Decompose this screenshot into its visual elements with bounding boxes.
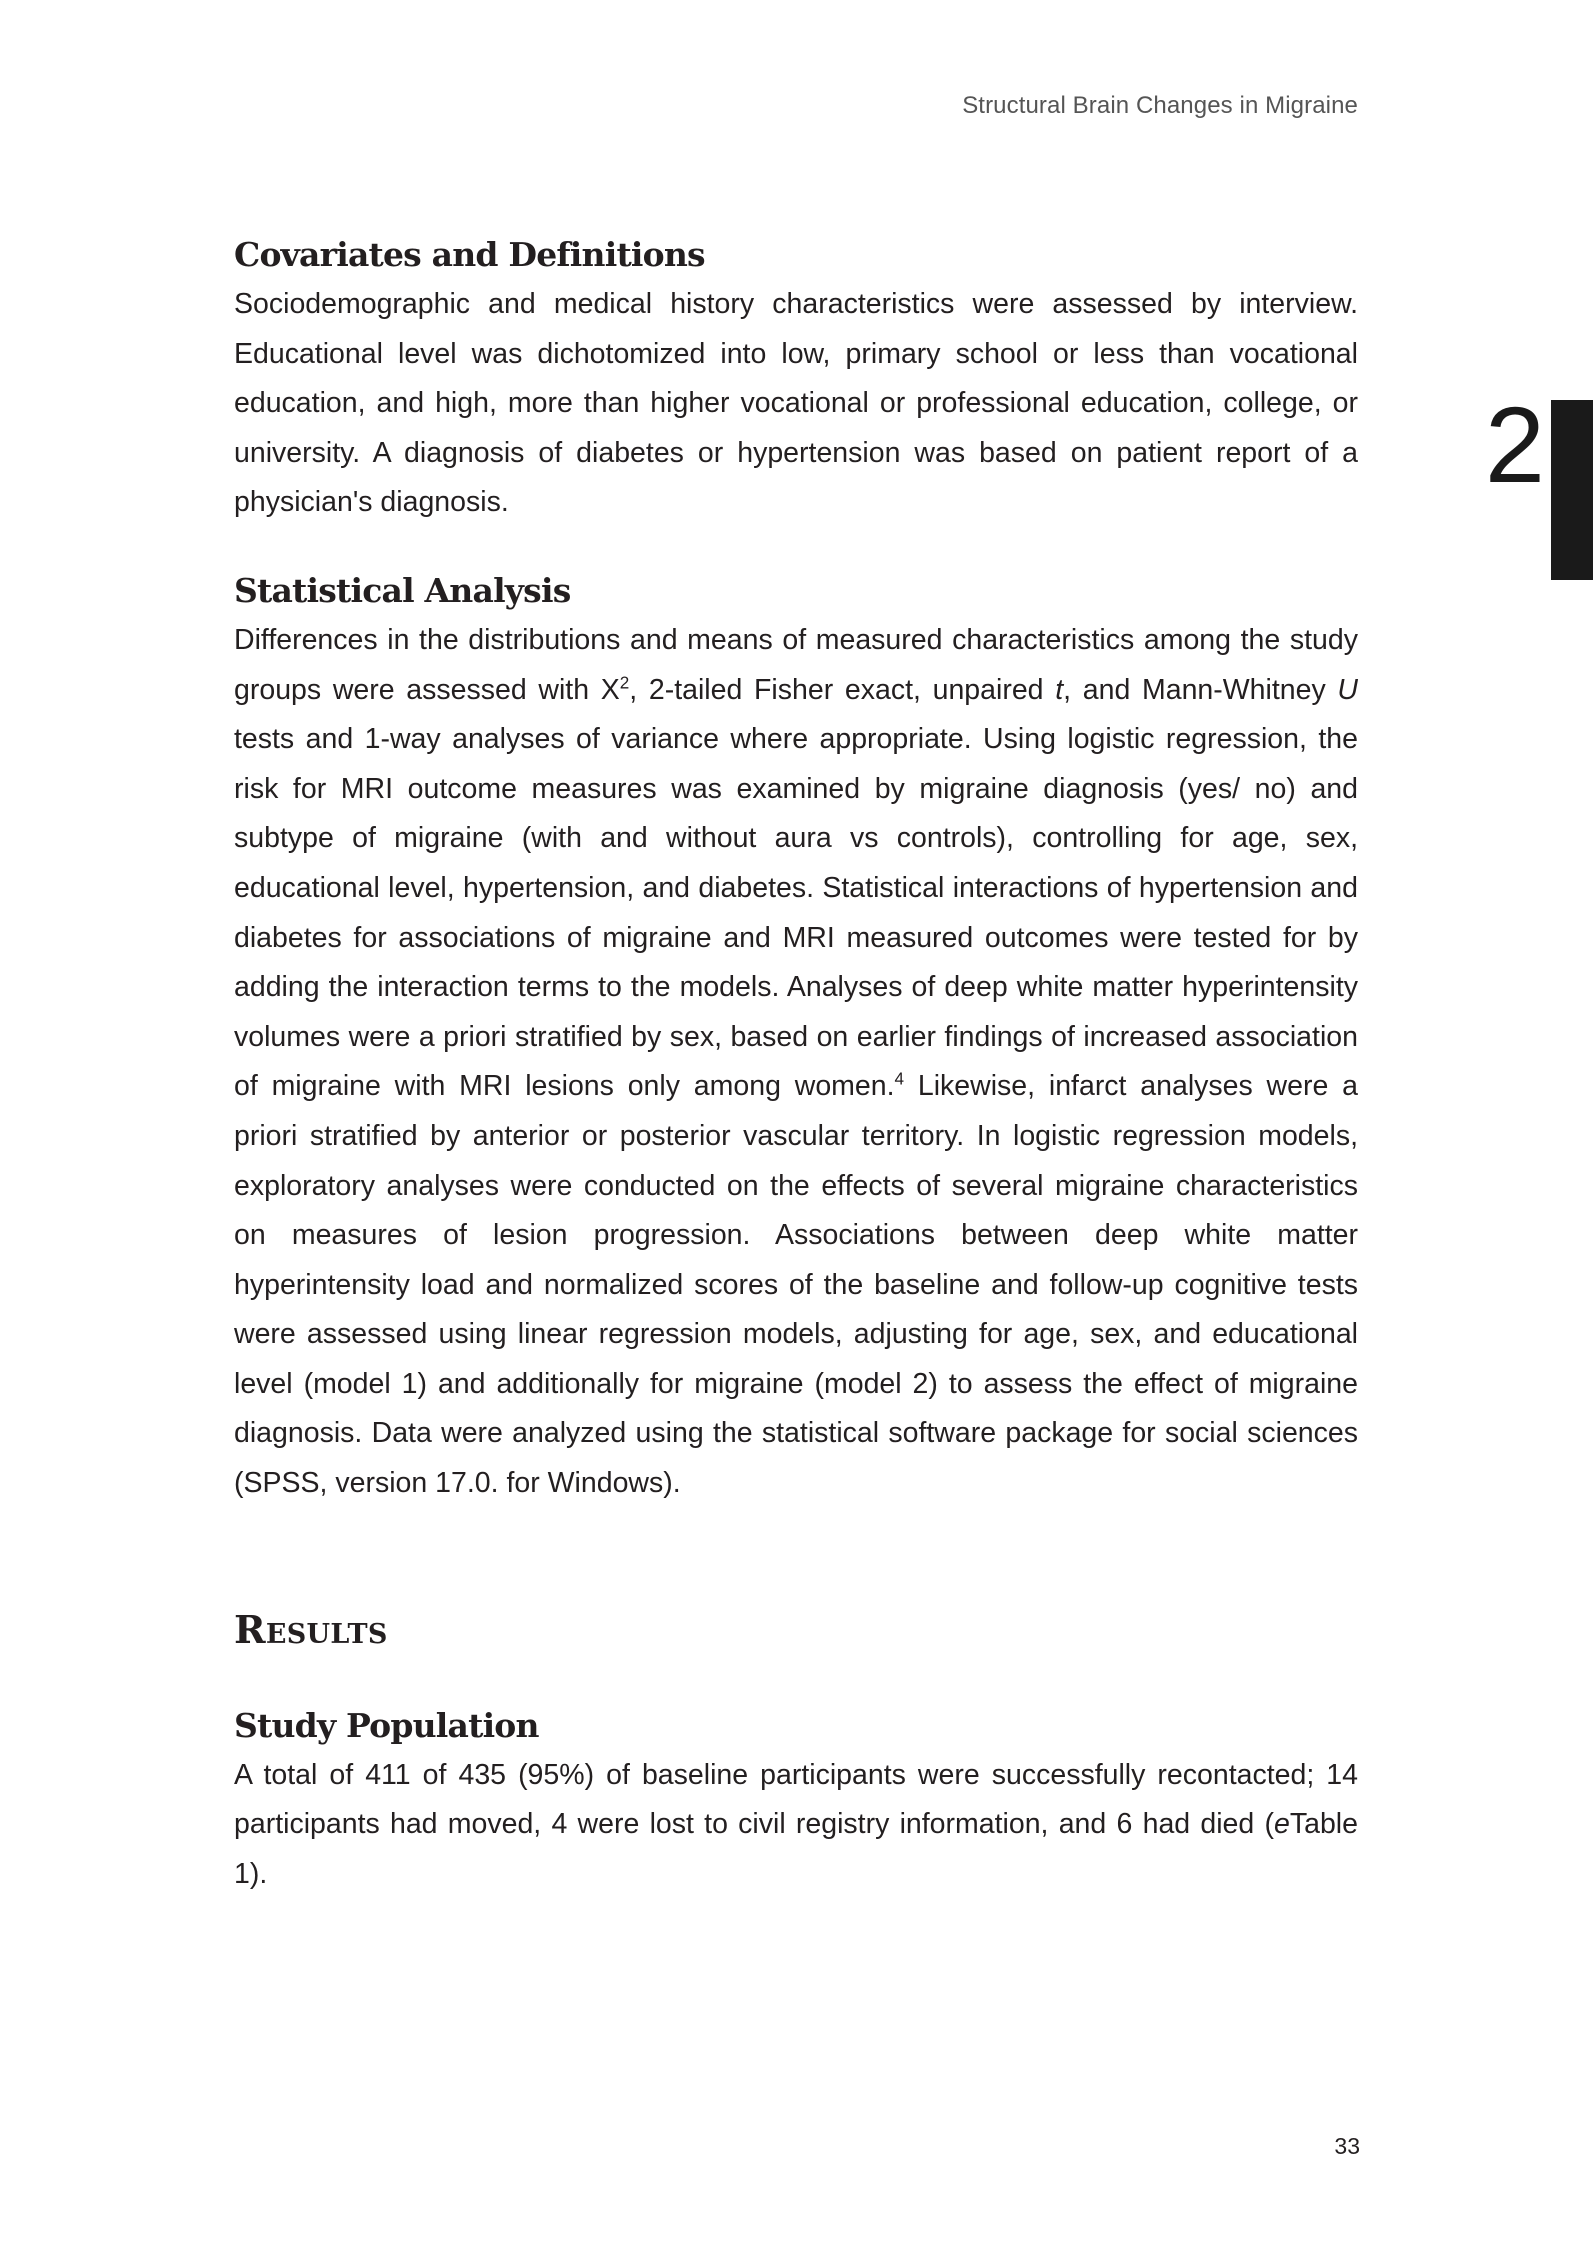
text-segment: A total of 411 of 435 (95%) of baseline participants were successfully recontacted; 14 participants had moved, 4 were lost to civil registry information, and 6 had died (: [234, 1758, 1358, 1841]
statistical-analysis-paragraph: [234, 616, 1358, 1509]
chapter-number: 2: [1484, 384, 1545, 505]
italic-u: U: [1337, 673, 1358, 706]
statistical-analysis-heading: Statistical Analysis: [234, 570, 571, 610]
covariates-heading: Covariates and Definitions: [234, 235, 705, 274]
text-segment: Differences in the distributions and means of measured characteristics among the study groups were assessed with X: [234, 623, 1358, 706]
text-segment: Table 1).: [234, 1808, 1358, 1890]
italic-t: t: [1055, 673, 1064, 706]
spacer: [234, 1655, 1358, 1701]
spacer: [234, 528, 1358, 566]
page-number: 33: [1334, 2133, 1360, 2159]
main-content: [234, 230, 1358, 1899]
italic-e: e: [1274, 1808, 1290, 1841]
chapter-tab-marker: [1551, 400, 1593, 580]
reference-superscript: 4: [894, 1069, 905, 1089]
text-segment: Likewise, infarct analyses were a priori stratified by anterior or posterior vascular territory. In logistic regression models, exploratory analyses were conducted on the effects of several migraine characteristics on measures of lesion progression. Associations between deep white matter hyperintensity load and normalized scores of the baseline and follow-up cognitive tests were assessed using linear regression models, adjusting for age, sex, and educational level (model 1) and additionally for migraine (model 2) to assess the effect of migraine diagnosis. Data were analyzed using the statistical software package for social sciences (SPSS, version 17.0. for Windows).: [234, 1070, 1358, 1500]
running-header-title: Structural Brain Changes in Migraine: [962, 92, 1358, 119]
results-heading: Results: [234, 1606, 388, 1652]
superscript-squared: 2: [619, 673, 630, 693]
text-segment: , and Mann-Whitney: [1063, 673, 1338, 706]
spacer: [234, 1509, 1358, 1605]
covariates-paragraph: Sociodemographic and medical history characteristics were assessed by interview. Educational level was dichotomized into low, primary school or less than vocational education, and high, more than higher vocational or professional education, college, or university. A diagnosis of diabetes or hypertension was based on patient report of a physician's diagnosis.: [234, 288, 1358, 519]
study-population-paragraph: [234, 1751, 1358, 1900]
study-population-heading: Study Population: [234, 1705, 539, 1745]
text-segment: , 2-tailed Fisher exact, unpaired: [629, 673, 1056, 706]
text-segment: tests and 1-way analyses of variance where appropriate. Using logistic regression, the risk for MRI outcome measures was examined by migraine diagnosis (yes/ no) and subtype of migraine (with and without aura vs controls), controlling for age, sex, educational level, hypertension, and diabetes. Statistical interactions of hypertension and diabetes for associations of migraine and MRI measured outcomes were tested for by adding the interaction terms to the models. Analyses of deep white matter hyperintensity volumes were a priori stratified by sex, based on earlier findings of increased association of migraine with MRI lesions only among women.: [234, 723, 1358, 1103]
